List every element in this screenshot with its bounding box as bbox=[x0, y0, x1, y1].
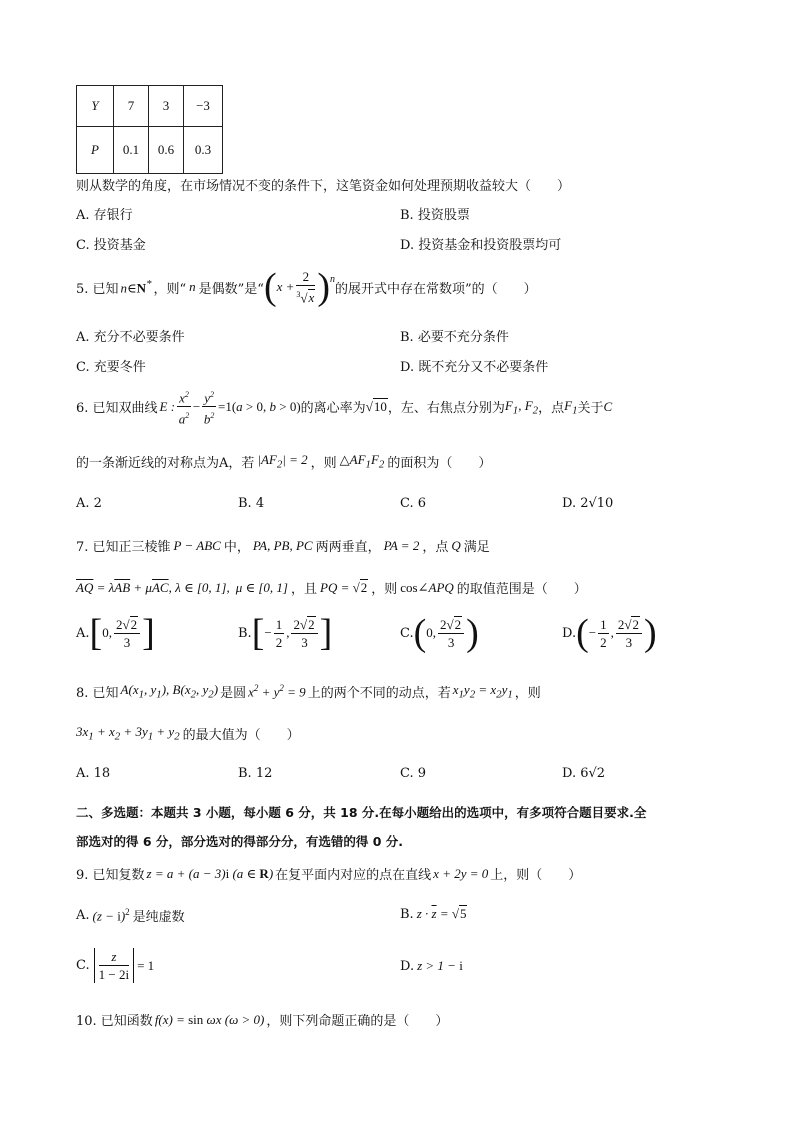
q4-option-b: B. 投资股票 bbox=[400, 208, 470, 223]
q7-math: , bbox=[286, 625, 290, 640]
q8-option-a: A. 18 bbox=[76, 766, 111, 781]
q7-option-c bbox=[400, 614, 479, 652]
q7-option-d bbox=[562, 614, 657, 652]
q7-fraction: $\frac{1}{2}$ bbox=[600, 616, 607, 650]
q7-option-label: B. bbox=[238, 625, 252, 641]
q4-option-d: D. 投资基金和投资股票均可 bbox=[400, 238, 562, 253]
q7-math: Q bbox=[451, 537, 461, 553]
q8-math: $x_1y_2 = x_2y_1$ bbox=[452, 682, 513, 701]
q9-math: x + 2y = 0 bbox=[433, 865, 489, 881]
q7-math: P − ABC bbox=[173, 537, 221, 553]
q7-bracket: ] bbox=[142, 612, 155, 654]
q4-option-c: C. 投资基金 bbox=[76, 238, 146, 253]
q6-math: − bbox=[192, 398, 201, 414]
q5-binomial-paren: ( bbox=[263, 266, 277, 309]
q9-option-label: C. bbox=[76, 958, 90, 973]
q6-text: ，左、右焦点分别为 bbox=[387, 401, 505, 417]
q6-math: $F_1$, $F_2$ bbox=[504, 397, 539, 417]
q7-text: 中， bbox=[223, 540, 250, 555]
table-cell: P bbox=[77, 127, 114, 174]
table-cell: 7 bbox=[114, 86, 149, 127]
q6-math: E : bbox=[159, 398, 176, 414]
q7-math: μ ∈ [0, 1] bbox=[235, 579, 288, 595]
q9-stem bbox=[76, 864, 581, 883]
q8-math: $3x_1 + x_2 + 3y_1 + y_2$ bbox=[76, 724, 180, 743]
q7-option-b bbox=[238, 614, 332, 652]
q8-text: ，则 bbox=[514, 686, 541, 701]
q7-fraction: $\frac{1}{2}$ bbox=[275, 616, 283, 650]
q6-option-d: D. 2√10 bbox=[562, 496, 614, 511]
q6-math: $F_1$ bbox=[564, 397, 578, 417]
q6-math: =1(a > 0, b > 0) bbox=[217, 398, 301, 414]
q9-option-b bbox=[400, 906, 470, 922]
q7-bracket: ( bbox=[413, 612, 427, 654]
q7-option-label: D. bbox=[562, 625, 577, 641]
q10-text: 10. 已知函数 bbox=[76, 1014, 153, 1029]
table-cell: Y bbox=[77, 86, 114, 127]
q6-text: 的一条渐近线的对称点为A，若 bbox=[76, 456, 255, 471]
q9-option-d bbox=[400, 958, 466, 974]
q5-exponent: n bbox=[329, 274, 335, 285]
q7-text: 满足 bbox=[463, 540, 490, 555]
q7-vector-eq: $\overline{AQ} = \lambda\overline{AB} + \mu\overline{AC}$, λ ∈ [0, 1], bbox=[76, 579, 230, 595]
q9-text: 是纯虚数 bbox=[132, 910, 185, 925]
table-cell: 0.1 bbox=[114, 127, 149, 174]
q6-math: C bbox=[603, 398, 613, 414]
table-cell: −3 bbox=[184, 86, 223, 127]
q7-fraction: $\frac{2√2}{3}$ bbox=[616, 616, 642, 651]
q8-text: 上的两个不同的动点，若 bbox=[307, 686, 451, 701]
q7-stem-line2 bbox=[76, 578, 587, 597]
q8-option-d: D. 6√2 bbox=[562, 766, 606, 781]
q5-condition: n∈N* bbox=[120, 278, 152, 296]
q8-option-c: C. 9 bbox=[400, 766, 427, 781]
q7-text: 的取值范围是（ ） bbox=[456, 582, 587, 597]
q10-stem bbox=[76, 1010, 448, 1029]
q9-math: z > 1 − i bbox=[417, 958, 463, 973]
q6-text: ，则 bbox=[310, 456, 337, 471]
q9-option-label: B. bbox=[400, 906, 414, 922]
q8-stem bbox=[76, 682, 541, 701]
q8-math: $x^2 + y^2 = 9$ bbox=[248, 682, 306, 700]
q6-text: ，点 bbox=[538, 401, 565, 417]
q7-option-label: C. bbox=[400, 625, 414, 641]
q9-math bbox=[94, 948, 134, 983]
q7-bracket: [ bbox=[89, 612, 103, 654]
q8-math: $A(x_1$, $y_1$), $B(x_2$, $y_2$) bbox=[120, 682, 219, 701]
q9-option-label: D. bbox=[400, 958, 415, 974]
table-cell: 0.3 bbox=[184, 127, 223, 174]
q6-math: $|AF_2| = 2$ bbox=[257, 452, 308, 471]
q5-stem bbox=[76, 266, 537, 309]
q6-text: 的面积为（ ） bbox=[387, 456, 492, 471]
q9-text: 9. 已知复数 bbox=[76, 868, 145, 883]
q5-text: 5. 已知 bbox=[76, 281, 119, 297]
q9-math: $(z - i)^2$ bbox=[92, 906, 130, 924]
q5-option-b: B. 必要不充分条件 bbox=[400, 330, 509, 345]
q5-text: ，则“ bbox=[153, 281, 187, 297]
q7-text: ，点 bbox=[422, 540, 449, 555]
q5-fraction: $\frac{2}{^3√x}$ bbox=[296, 269, 315, 306]
q7-math: , bbox=[610, 625, 614, 640]
q7-math: − bbox=[264, 625, 272, 640]
q7-math: PA, PB, PC bbox=[252, 537, 313, 553]
distribution-table bbox=[76, 85, 223, 174]
q4-stem: 则从数学的角度，在市场情况不变的条件下，这笔资金如何处理预期收益较大（ ） bbox=[76, 179, 571, 194]
q7-stem bbox=[76, 536, 490, 555]
q7-fraction: $\frac{2√2}{3}$ bbox=[438, 616, 464, 651]
q6-option-c: C. 6 bbox=[400, 496, 427, 511]
table-cell: 0.6 bbox=[149, 127, 184, 174]
q6-fraction-x: $\frac{x^2}{a^2}$ bbox=[177, 386, 191, 428]
q7-bracket: ( bbox=[576, 612, 589, 654]
q6-stem-line2 bbox=[76, 452, 491, 471]
q5-binomial-paren: ) bbox=[317, 266, 330, 309]
q9-math: = 1 bbox=[137, 957, 155, 973]
q6-text: 的离心率为 bbox=[300, 401, 366, 417]
q5-text: 的展开式中存在常数项”的（ ） bbox=[334, 281, 537, 297]
q7-text: 两两垂直， bbox=[315, 540, 381, 555]
q7-math: 0, bbox=[102, 625, 112, 640]
q7-text: 7. 已知正三棱锥 bbox=[76, 540, 171, 555]
q9-option-c bbox=[76, 948, 154, 983]
q7-fraction: $\frac{2√2}{3}$ bbox=[291, 616, 317, 651]
q9-text: 在复平面内对应的点在直线 bbox=[275, 868, 432, 883]
q8-stem-line2 bbox=[76, 724, 300, 743]
section2-heading: 二、多选题：本题共 3 小题，每小题 6 分，共 18 分.在每小题给出的选项中，有多项符合题目要求.全 bbox=[76, 805, 647, 820]
q6-math: $\triangle AF_1F_2$ bbox=[339, 452, 385, 471]
q7-math: − bbox=[588, 625, 597, 640]
q8-text: 8. 已知 bbox=[76, 686, 119, 701]
q9-fraction: $\frac{z}{1 - 2i}$ bbox=[98, 949, 130, 982]
q7-bracket: ] bbox=[319, 612, 333, 654]
q5-option-a: A. 充分不必要条件 bbox=[76, 330, 185, 345]
q6-option-b: B. 4 bbox=[238, 496, 265, 511]
q7-math: PA = 2 bbox=[383, 537, 420, 553]
q5-text: 是偶数”是“ bbox=[198, 281, 264, 297]
section2-heading-cont: 部选对的得 6 分，部分选对的得部分分，有选错的得 0 分. bbox=[76, 834, 404, 849]
q8-text: 的最大值为（ ） bbox=[182, 728, 300, 743]
q6-option-a: A. 2 bbox=[76, 496, 102, 511]
q9-option-label: A. bbox=[76, 908, 90, 923]
q7-math: 0, bbox=[426, 625, 437, 640]
q6-fraction-y: $\frac{y^2}{b^2}$ bbox=[202, 386, 216, 428]
q10-math: f(x) = sin ωx (ω > 0) bbox=[154, 1011, 265, 1027]
q9-text: 上，则（ ） bbox=[490, 868, 582, 883]
q6-eccentricity: √10 bbox=[365, 398, 387, 414]
q6-text: 6. 已知双曲线 bbox=[76, 401, 158, 417]
q6-text: 关于 bbox=[577, 401, 604, 417]
q5-var-n: n bbox=[189, 279, 196, 295]
q8-option-b: B. 12 bbox=[238, 766, 273, 781]
q7-bracket: ) bbox=[643, 612, 657, 654]
q4-option-a: A. 存银行 bbox=[76, 208, 133, 223]
table-cell: 3 bbox=[149, 86, 184, 127]
q9-math: z = a + (a − 3)i (a ∈ R) bbox=[146, 865, 274, 881]
q5-option-c: C. 充要冬件 bbox=[76, 360, 146, 375]
q9-option-a bbox=[76, 906, 185, 925]
q8-text: 是圆 bbox=[220, 686, 247, 701]
q7-math: cos∠APQ bbox=[400, 579, 454, 595]
q9-math: $z \cdot \overline{z} = √5$ bbox=[416, 906, 467, 921]
q5-option-d: D. 既不充分又不必要条件 bbox=[400, 360, 549, 375]
q6-stem bbox=[76, 386, 612, 428]
q7-option-a bbox=[76, 614, 155, 652]
q7-option-label: A. bbox=[76, 625, 90, 641]
q10-text: ，则下列命题正确的是（ ） bbox=[266, 1014, 449, 1029]
q7-bracket: [ bbox=[251, 612, 265, 654]
q7-math: PQ = √2 bbox=[320, 579, 368, 595]
q7-bracket: ) bbox=[466, 612, 479, 654]
q7-text: ，且 bbox=[290, 582, 317, 597]
q5-math: x + bbox=[276, 279, 295, 295]
q7-fraction: $\frac{2√2}{3}$ bbox=[114, 616, 140, 651]
q7-text: ，则 bbox=[371, 582, 398, 597]
